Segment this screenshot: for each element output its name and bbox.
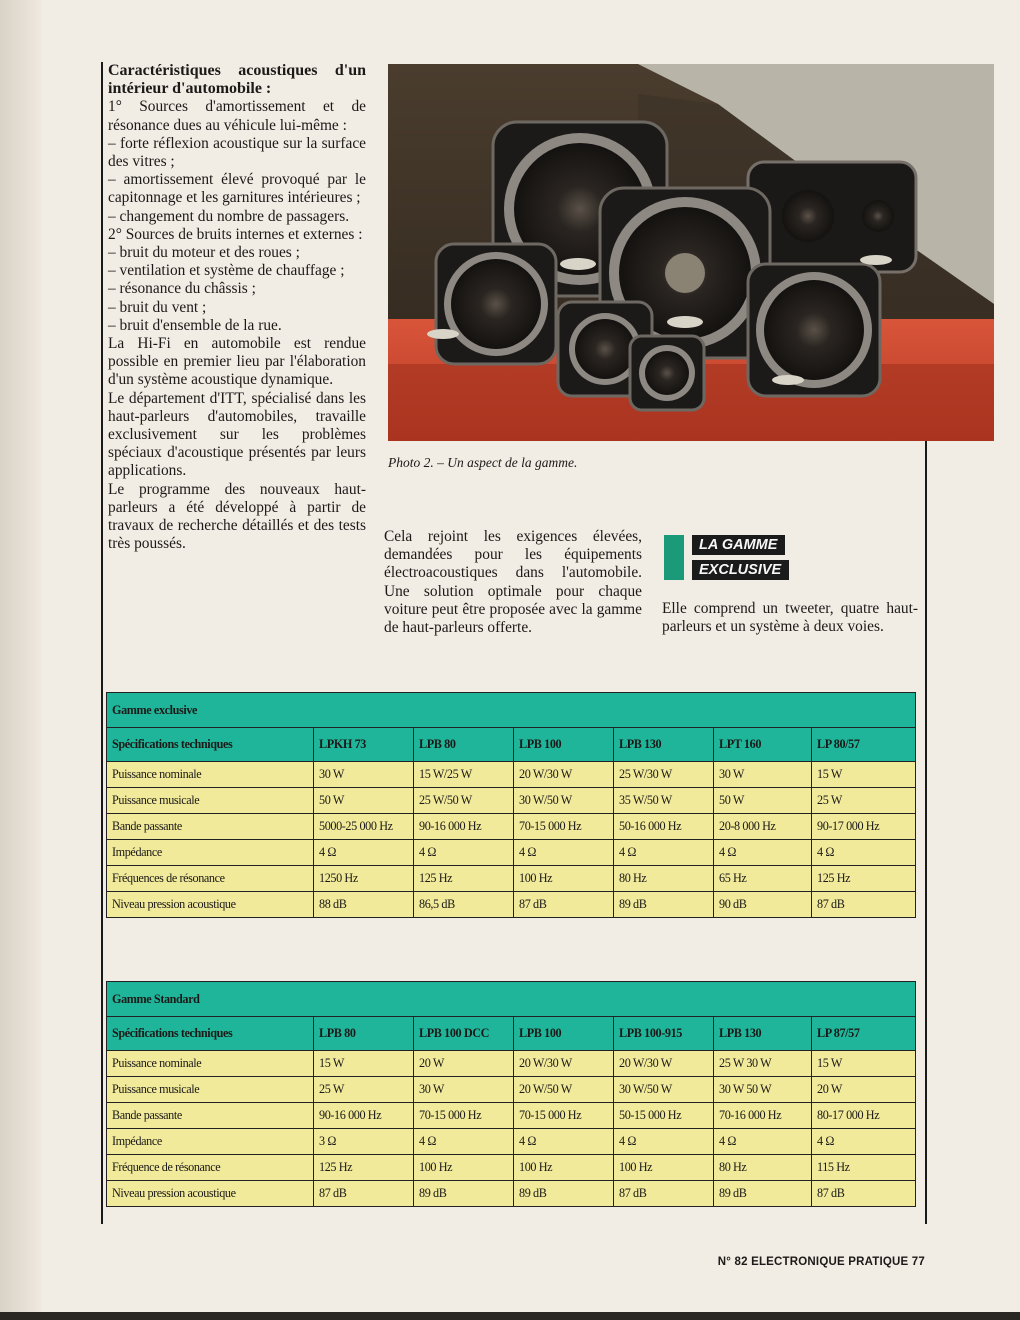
table-cell: 70-15 000 Hz: [414, 1103, 514, 1129]
table-cell: 20 W/50 W: [514, 1077, 614, 1103]
table-cell: 89 dB: [514, 1181, 614, 1207]
table-cell: 25 W 30 W: [714, 1051, 812, 1077]
article-paragraph: – bruit d'ensemble de la rue.: [108, 316, 282, 334]
model-header: LPB 130: [714, 1017, 812, 1051]
row-label: Bande passante: [107, 814, 314, 840]
table-cell: 100 Hz: [614, 1155, 714, 1181]
model-header: LP 87/57: [812, 1017, 916, 1051]
table-header-label: Spécifications techniques: [107, 1017, 314, 1051]
model-header: LPB 100-915: [614, 1017, 714, 1051]
article-paragraph: – forte réflexion acoustique sur la surface des vitres ;: [108, 134, 366, 171]
article-column-2: [384, 528, 642, 637]
table-cell: 89 dB: [414, 1181, 514, 1207]
table-cell: 65 Hz: [714, 866, 812, 892]
article-paragraph: La Hi-Fi en automobile est rendue possible en premier lieu par l'élaboration d'un système acoustique dynamique.: [108, 335, 366, 389]
table-cell: 15 W/25 W: [414, 762, 514, 788]
box-heading-line-2: EXCLUSIVE: [692, 560, 789, 580]
table-cell: 20 W: [812, 1077, 916, 1103]
table-cell: 4 Ω: [614, 840, 714, 866]
table-cell: 88 dB: [314, 892, 414, 918]
table-cell: 30 W: [714, 762, 812, 788]
table-cell: 87 dB: [614, 1181, 714, 1207]
table-cell: 20 W/30 W: [614, 1051, 714, 1077]
table-cell: 25 W/30 W: [614, 762, 714, 788]
table-row: [107, 1103, 916, 1129]
table-cell: 125 Hz: [812, 866, 916, 892]
table-cell: 4 Ω: [314, 840, 414, 866]
model-header: LPT 160: [714, 728, 812, 762]
article-column-3: [662, 600, 918, 636]
model-header: LPB 100 DCC: [414, 1017, 514, 1051]
table-cell: 15 W: [812, 762, 916, 788]
table-cell: 4 Ω: [414, 1129, 514, 1155]
table-cell: 1250 Hz: [314, 866, 414, 892]
table-row: [107, 1181, 916, 1207]
table-row: [107, 892, 916, 918]
spec-table-exclusive: [106, 692, 916, 918]
table-cell: 80 Hz: [714, 1155, 812, 1181]
model-header: LPB 80: [314, 1017, 414, 1051]
row-label: Puissance nominale: [107, 762, 314, 788]
row-label: Impédance: [107, 1129, 314, 1155]
row-label: Puissance musicale: [107, 1077, 314, 1103]
table-cell: 87 dB: [314, 1181, 414, 1207]
table-row: [107, 840, 916, 866]
table-title: Gamme exclusive: [107, 693, 916, 728]
table-cell: 25 W/50 W: [414, 788, 514, 814]
table-cell: 70-16 000 Hz: [714, 1103, 812, 1129]
article-paragraph: – bruit du moteur et des roues ;: [108, 244, 300, 262]
table-cell: 15 W: [812, 1051, 916, 1077]
table-cell: 50-15 000 Hz: [614, 1103, 714, 1129]
table-cell: 20 W: [414, 1051, 514, 1077]
table-cell: 100 Hz: [414, 1155, 514, 1181]
table-cell: 50-16 000 Hz: [614, 814, 714, 840]
table-cell: 87 dB: [514, 892, 614, 918]
table-cell: 30 W/50 W: [514, 788, 614, 814]
model-header: LPB 80: [414, 728, 514, 762]
table-row: [107, 814, 916, 840]
table-title-row: [107, 693, 916, 728]
model-header: LP 80/57: [812, 728, 916, 762]
table-cell: 50 W: [314, 788, 414, 814]
page-footer: N° 82 ELECTRONIQUE PRATIQUE 77: [717, 1256, 925, 1268]
spec-table-standard: [106, 981, 916, 1207]
article-paragraph: – changement du nombre de passagers.: [108, 207, 350, 225]
table-cell: 90 dB: [714, 892, 812, 918]
row-label: Fréquence de résonance: [107, 1155, 314, 1181]
table-title: Gamme Standard: [107, 982, 916, 1017]
table-cell: 80-17 000 Hz: [812, 1103, 916, 1129]
section-heading: Caractéristiques acoustiques d'un intérieur d'automobile :: [108, 62, 366, 98]
speaker-photo: [388, 64, 994, 441]
row-label: Puissance musicale: [107, 788, 314, 814]
article-paragraph: 1° Sources d'amortissement et de résonance dues au véhicule lui-même :: [108, 98, 366, 134]
table-title-row: [107, 982, 916, 1017]
table-row: [107, 1129, 916, 1155]
page-edge-shadow: [0, 0, 42, 1320]
table-cell: 4 Ω: [714, 1129, 812, 1155]
row-label: Niveau pression acoustique: [107, 892, 314, 918]
model-header: LPKH 73: [314, 728, 414, 762]
article-paragraph: – ventilation et système de chauffage ;: [108, 262, 345, 280]
table-cell: 86,5 dB: [414, 892, 514, 918]
article-paragraph: Cela rejoint les exigences élevées, demandées pour les équipements électroacoustiques dans l'automobile. Une solution optimale pour chaque voiture peut être proposée avec la gamme de haut-parleurs offerte.: [384, 528, 642, 637]
table-cell: 25 W: [812, 788, 916, 814]
table-cell: 89 dB: [614, 892, 714, 918]
table-cell: 30 W: [414, 1077, 514, 1103]
table-header-row: [107, 728, 916, 762]
row-label: Fréquences de résonance: [107, 866, 314, 892]
article-paragraph: – bruit du vent ;: [108, 298, 207, 316]
box-heading-line-1: LA GAMME: [692, 535, 785, 555]
table-cell: 87 dB: [812, 892, 916, 918]
table-cell: 90-16 000 Hz: [414, 814, 514, 840]
table-cell: 125 Hz: [414, 866, 514, 892]
table-cell: 80 Hz: [614, 866, 714, 892]
right-column-rule: [925, 440, 927, 1224]
row-label: Bande passante: [107, 1103, 314, 1129]
table-row: [107, 762, 916, 788]
table-row: [107, 1155, 916, 1181]
box-heading-accent-bar: [664, 535, 684, 580]
table-cell: 15 W: [314, 1051, 414, 1077]
table-cell: 25 W: [314, 1077, 414, 1103]
photo-caption: Photo 2. – Un aspect de la gamme.: [388, 455, 578, 470]
row-label: Impédance: [107, 840, 314, 866]
table-cell: 30 W 50 W: [714, 1077, 812, 1103]
row-label: Puissance nominale: [107, 1051, 314, 1077]
table-cell: 4 Ω: [812, 840, 916, 866]
article-paragraph: Le programme des nouveaux haut-parleurs a été développé à partir de travaux de recherche détaillés et des tests très poussés.: [108, 480, 366, 553]
table-row: [107, 1077, 916, 1103]
table-cell: 90-16 000 Hz: [314, 1103, 414, 1129]
left-column-rule: [101, 62, 103, 1224]
table-row: [107, 866, 916, 892]
table-row: [107, 788, 916, 814]
table-cell: 89 dB: [714, 1181, 812, 1207]
table-cell: 70-15 000 Hz: [514, 1103, 614, 1129]
table-cell: 125 Hz: [314, 1155, 414, 1181]
table-row: [107, 1051, 916, 1077]
table-cell: 4 Ω: [514, 1129, 614, 1155]
table-header-row: [107, 1017, 916, 1051]
page-bottom-edge: [0, 1312, 1020, 1320]
model-header: LPB 100: [514, 728, 614, 762]
table-header-label: Spécifications techniques: [107, 728, 314, 762]
table-cell: 3 Ω: [314, 1129, 414, 1155]
table-cell: 87 dB: [812, 1181, 916, 1207]
article-column-1: [108, 62, 366, 553]
table-cell: 5000-25 000 Hz: [314, 814, 414, 840]
table-cell: 70-15 000 Hz: [514, 814, 614, 840]
row-label: Niveau pression acoustique: [107, 1181, 314, 1207]
table-cell: 100 Hz: [514, 1155, 614, 1181]
table-cell: 4 Ω: [514, 840, 614, 866]
table-cell: 4 Ω: [414, 840, 514, 866]
table-cell: 90-17 000 Hz: [812, 814, 916, 840]
table-cell: 50 W: [714, 788, 812, 814]
table-cell: 30 W/50 W: [614, 1077, 714, 1103]
article-paragraph: – résonance du châssis ;: [108, 280, 256, 298]
table-cell: 20-8 000 Hz: [714, 814, 812, 840]
table-cell: 20 W/30 W: [514, 762, 614, 788]
table-cell: 30 W: [314, 762, 414, 788]
article-paragraph: Elle comprend un tweeter, quatre haut-parleurs et un système à deux voies.: [662, 600, 918, 636]
table-cell: 20 W/30 W: [514, 1051, 614, 1077]
model-header: LPB 130: [614, 728, 714, 762]
model-header: LPB 100: [514, 1017, 614, 1051]
article-paragraph: Le département d'ITT, spécialisé dans les haut-parleurs d'automobiles, travaille exclusivement sur les problèmes spéciaux d'acoustique présentés par leurs applications.: [108, 389, 366, 480]
table-cell: 4 Ω: [614, 1129, 714, 1155]
table-cell: 4 Ω: [812, 1129, 916, 1155]
table-cell: 115 Hz: [812, 1155, 916, 1181]
table-cell: 4 Ω: [714, 840, 812, 866]
table-cell: 100 Hz: [514, 866, 614, 892]
table-cell: 35 W/50 W: [614, 788, 714, 814]
article-paragraph: – amortissement élevé provoqué par le capitonnage et les garnitures intérieures ;: [108, 171, 366, 207]
article-paragraph: 2° Sources de bruits internes et externes :: [108, 225, 363, 243]
